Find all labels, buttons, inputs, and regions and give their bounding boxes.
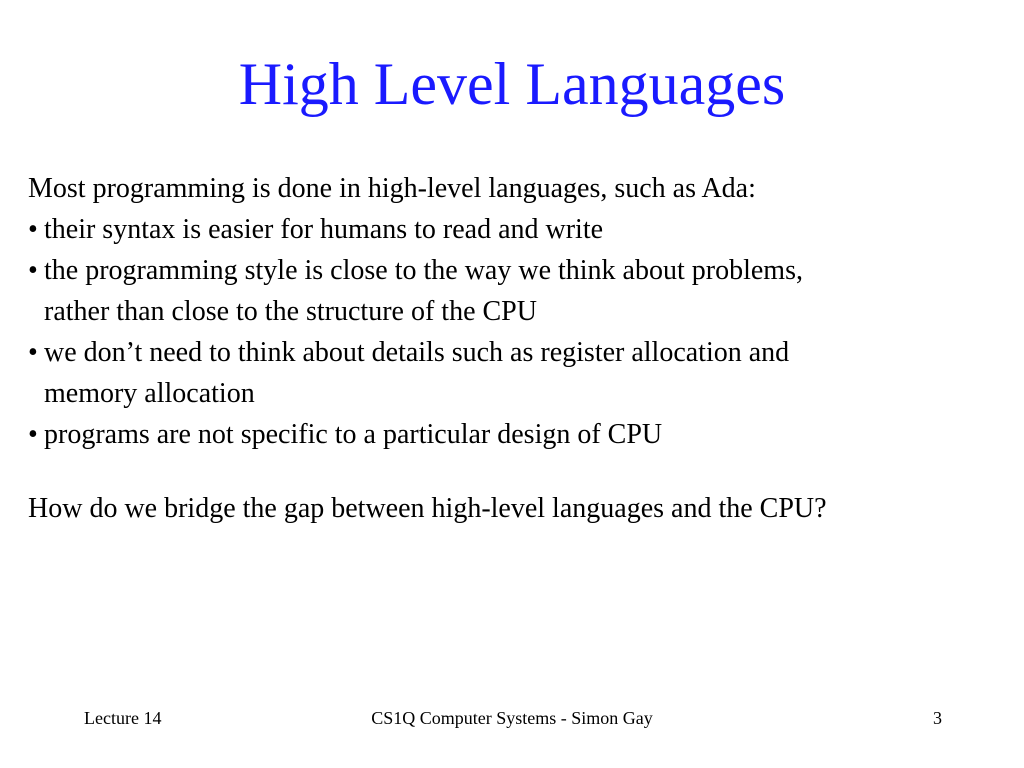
bullet-icon: •	[28, 214, 38, 245]
bullet-text: programs are not specific to a particular design of CPU	[44, 419, 663, 450]
footer-lecture: Lecture 14	[84, 708, 162, 728]
bullet-text-line: the programming style is close to the way we think about problems,	[44, 255, 803, 286]
bullet-text-line: rather than close to the structure of the CPU	[44, 296, 537, 327]
intro-text: Most programming is done in high-level languages, such as Ada:	[28, 173, 756, 204]
slide-title: High Level Languages	[238, 51, 786, 117]
bullet-item	[28, 332, 1018, 414]
footer-page-number: 3	[933, 708, 942, 728]
bullet-icon: •	[28, 419, 38, 450]
question-text: How do we bridge the gap between high-level languages and the CPU?	[28, 493, 827, 524]
bullet-item	[28, 414, 1018, 455]
bullet-text-line: we don’t need to think about details such as register allocation and	[44, 337, 790, 368]
bullet-icon: •	[28, 255, 38, 286]
bullet-icon: •	[28, 337, 38, 368]
slide-body	[28, 168, 1018, 529]
bullet-text	[44, 250, 803, 332]
bullet-item	[28, 209, 1018, 250]
bullet-item	[28, 250, 1018, 332]
bullet-text-line: memory allocation	[44, 378, 255, 409]
bullet-text: their syntax is easier for humans to read and write	[44, 214, 604, 245]
bullet-text	[44, 332, 789, 414]
footer-course: CS1Q Computer Systems - Simon Gay	[371, 708, 653, 728]
